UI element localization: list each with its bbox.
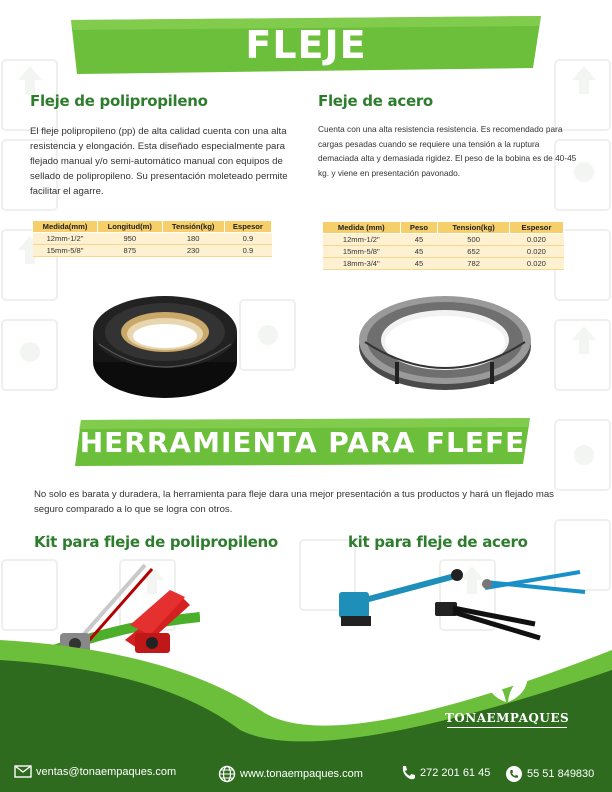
table-cell: 0.020 <box>509 246 563 258</box>
table-row <box>33 245 272 257</box>
steel-description: Cuenta con una alta resistencia resistencia. Es recomendado para cargas pesadas cuando se requiere una tensión a la ruptura demaciada alta y demasiada rigidez. El peso de la bobina es de 40-45 kg. y viene en presentación pavonado. <box>318 124 577 178</box>
whatsapp-icon <box>505 765 523 783</box>
table-row <box>323 234 564 246</box>
column-header: Espesor <box>509 222 563 234</box>
column-header: Medida (mm) <box>323 222 401 234</box>
polypropylene-spec-table <box>32 220 272 257</box>
brand-underline <box>447 727 567 728</box>
table-cell: 230 <box>162 245 224 257</box>
table-cell: 0.9 <box>224 233 271 245</box>
table-header-row <box>33 221 272 233</box>
contact-whatsapp[interactable] <box>505 765 594 783</box>
tools-title: HERRAMIENTA PARA FLEFE <box>79 425 526 459</box>
contact-website[interactable] <box>218 765 363 783</box>
table-cell: 12mm-1/2" <box>33 233 98 245</box>
table-cell: 0.020 <box>509 258 563 270</box>
column-header: Peso <box>400 222 438 234</box>
table-cell: 500 <box>438 234 510 246</box>
table-cell: 45 <box>400 234 438 246</box>
title-banner <box>71 16 541 74</box>
table-cell: 45 <box>400 258 438 270</box>
table-cell: 875 <box>98 245 162 257</box>
email-text: ventas@tonaempaques.com <box>36 765 177 778</box>
steel-spec-table <box>322 221 564 270</box>
table-row <box>323 258 564 270</box>
whatsapp-text: 55 51 849830 <box>527 768 595 780</box>
table-cell: 0.9 <box>224 245 271 257</box>
column-header: Tensión(kg) <box>162 221 224 233</box>
leaf-icon <box>484 672 530 704</box>
phone-text: 272 201 61 45 <box>420 767 491 779</box>
polypropylene-coil-image <box>85 290 245 405</box>
column-header: Tension(kg) <box>438 222 510 234</box>
steel-coil-image <box>355 282 535 397</box>
polypropylene-heading: Fleje de polipropileno <box>30 92 208 110</box>
envelope-icon <box>14 765 32 778</box>
table-cell: 180 <box>162 233 224 245</box>
table-cell: 0.020 <box>509 234 563 246</box>
table-cell: 12mm-1/2" <box>323 234 401 246</box>
brand-logo <box>432 672 582 728</box>
column-header: Medida(mm) <box>33 221 98 233</box>
table-row <box>323 246 564 258</box>
page-title: FLEJE <box>245 23 367 67</box>
tools-banner <box>75 418 530 466</box>
table-cell: 652 <box>438 246 510 258</box>
column-header: Espesor <box>224 221 271 233</box>
contact-phone[interactable] <box>400 765 490 781</box>
table-cell: 782 <box>438 258 510 270</box>
table-cell: 45 <box>400 246 438 258</box>
table-cell: 950 <box>98 233 162 245</box>
table-cell: 15mm-5/8" <box>323 246 401 258</box>
tools-intro: No solo es barata y duradera, la herramienta para fleje dara una mejor presentación a tus productos y hará un flejado mas seguro comparado a lo que se logra con otros. <box>34 489 554 515</box>
column-header: Longitud(m) <box>98 221 162 233</box>
table-header-row <box>323 222 564 234</box>
polypropylene-description: El fleje polipropileno (pp) de alta calidad cuenta con una alta resistencia y elongación. Esta diseñado especialmente para flejado manual y/o semi-automático manual con equipos de sellado de polipropileno. Su presentación moleteado permite facilitar el agarre. <box>30 126 288 197</box>
table-cell: 15mm-5/8" <box>33 245 98 257</box>
table-row <box>33 233 272 245</box>
kit-polypropylene-heading: Kit para fleje de polipropileno <box>34 533 278 551</box>
website-text: www.tonaempaques.com <box>240 768 363 780</box>
steel-heading: Fleje de acero <box>318 92 433 110</box>
table-cell: 18mm-3/4" <box>323 258 401 270</box>
brand-name: TONAEMPAQUES <box>444 711 570 725</box>
contact-email[interactable] <box>14 765 176 778</box>
globe-icon <box>218 765 236 783</box>
kit-steel-heading: kit para fleje de acero <box>348 533 528 551</box>
phone-icon <box>400 765 416 781</box>
